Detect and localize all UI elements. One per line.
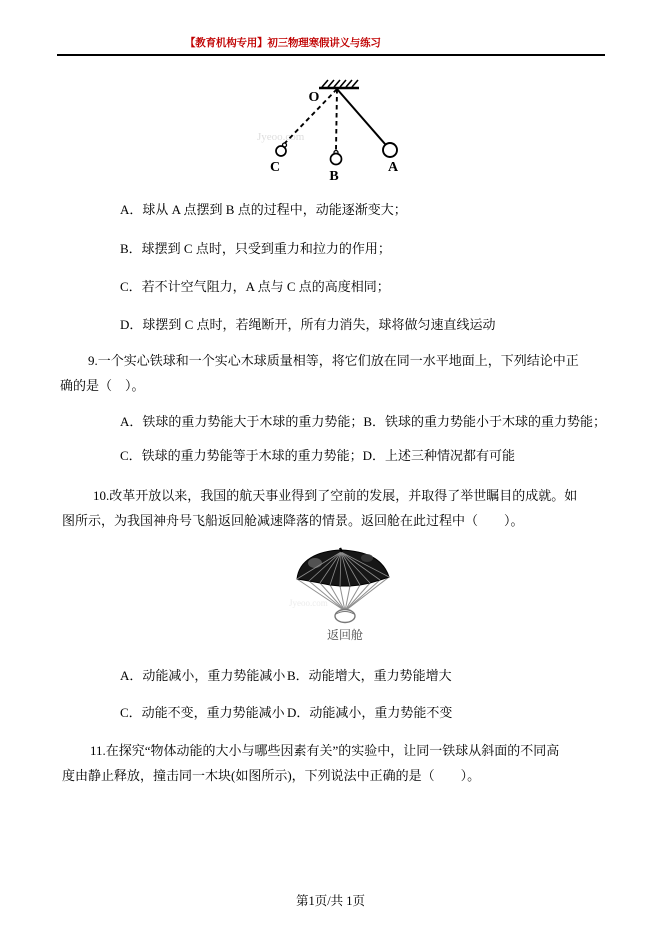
q10-option-c: C．动能不变，重力势能减小 (120, 705, 285, 720)
header-title: 【教育机构专用】初三物理寒假讲义与练习 (185, 38, 381, 49)
q8-option-d: D．球摆到 C 点时，若绳断开，所有力消失，球将做匀速直线运动 (120, 317, 496, 332)
q8-option-c: C．若不计空气阻力，A 点与 C 点的高度相同； (120, 279, 390, 294)
parachute-figure (283, 546, 413, 654)
return-capsule (335, 610, 355, 623)
parachute-watermark: Jyeoo.com (289, 598, 328, 608)
q10-text-line2: 图所示，为我国神舟号飞船返回舱减速降落的情景。返回舱在此过程中（ ）。 (62, 513, 524, 528)
pendulum-label-o: O (308, 90, 320, 105)
q10-option-d: D．动能减小，重力势能不变 (287, 705, 453, 720)
page-number: 第1页/共 1页 (295, 894, 366, 908)
q9-text-line1: 9.一个实心铁球和一个实心木球质量相等，将它们放在同一水平地面上，下列结论中正 (88, 353, 579, 368)
q11-text-line2: 度由静止释放，撞击同一木块(如图所示)，下列说法中正确的是（ ）。 (62, 768, 481, 783)
q8-option-b: B．球摆到 C 点时，只受到重力和拉力的作用； (120, 241, 391, 256)
pendulum-figure (252, 78, 422, 188)
q10-option-b: B．动能增大，重力势能增大 (287, 668, 452, 683)
q10-text-line1: 10.改革开放以来，我国的航天事业得到了空前的发展，并取得了举世瞩目的成就。如 (93, 488, 578, 503)
q9-options-line1: A．铁球的重力势能大于木球的重力势能；B．铁球的重力势能小于木球的重力势能； (120, 414, 607, 429)
pendulum-watermark: Jyeoo.com (257, 131, 305, 143)
q8-option-a: A．球从 A 点摆到 B 点的过程中，动能逐渐变大； (120, 202, 407, 217)
q9-options-line2: C．铁球的重力势能等于木球的重力势能；D．上述三种情况都有可能 (120, 448, 516, 463)
ceiling-hatch (319, 80, 359, 88)
capsule-label: 返回舱 (326, 628, 364, 642)
header-rule (57, 54, 605, 56)
q10-option-a: A．动能减小，重力势能减小 (120, 668, 286, 683)
pendulum-label-c: C (269, 160, 281, 175)
q9-text-line2: 确的是（ ）。 (60, 378, 145, 393)
parachute-canopy (297, 548, 389, 586)
pendulum-label-a: A (387, 160, 399, 175)
pendulum-label-b: B (329, 169, 339, 184)
q11-text-line1: 11.在探究“物体动能的大小与哪些因素有关”的实验中，让同一铁球从斜面的不同高 (90, 743, 560, 758)
